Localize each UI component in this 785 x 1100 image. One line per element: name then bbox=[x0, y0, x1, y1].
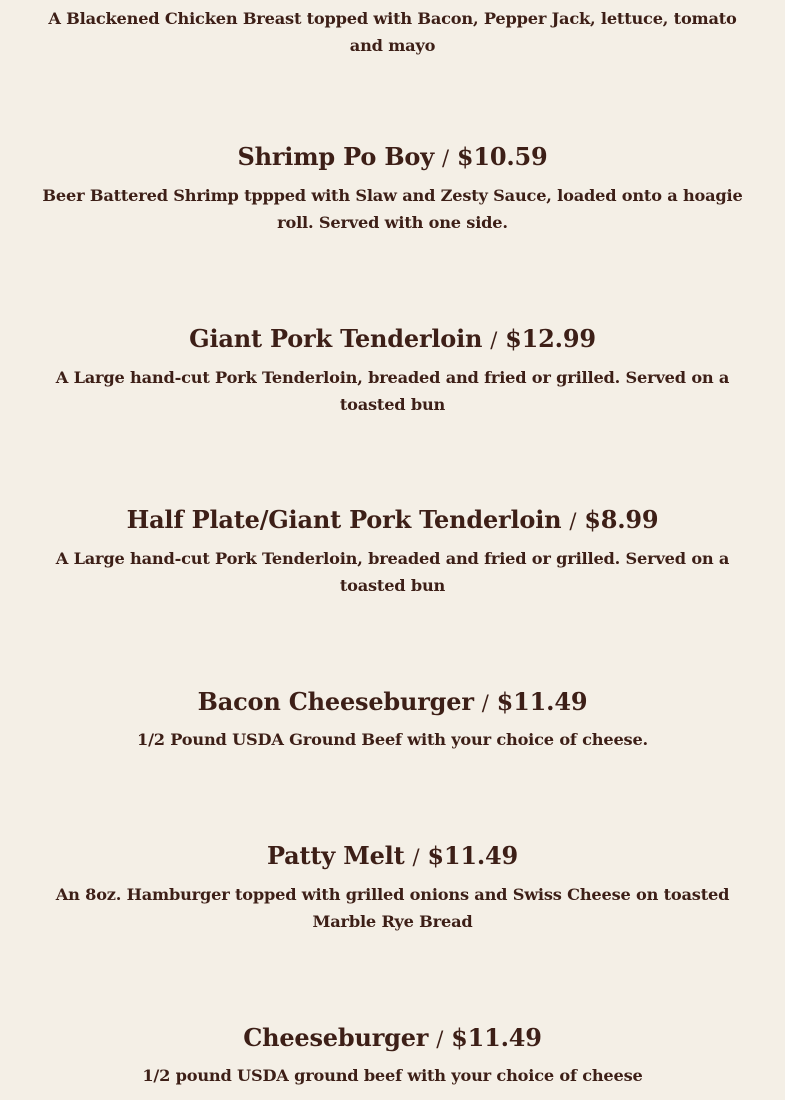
menu-item-description: Beer Battered Shrimp tppped with Slaw and Zesty Sauce, loaded onto a hoagie roll. Served with one side. bbox=[42, 186, 743, 232]
price-separator: / bbox=[569, 509, 577, 533]
menu-item-heading bbox=[0, 322, 785, 357]
menu-item-price: $11.49 bbox=[496, 687, 588, 716]
price-separator: / bbox=[441, 146, 449, 170]
price-separator: / bbox=[490, 328, 498, 352]
menu-item-price: $12.99 bbox=[505, 324, 596, 353]
menu-item-heading bbox=[0, 503, 785, 538]
menu-item-description: A Large hand-cut Pork Tenderloin, breaded and fried or grilled. Served on a toasted bun bbox=[55, 549, 730, 595]
price-separator: / bbox=[412, 845, 420, 869]
menu-item-price: $11.49 bbox=[451, 1023, 542, 1052]
menu-item-name: Patty Melt bbox=[266, 841, 405, 870]
menu-item-price: $10.59 bbox=[456, 142, 548, 171]
price-separator: / bbox=[481, 691, 489, 715]
menu-item-description: A Large hand-cut Pork Tenderloin, breaded and fried or grilled. Served on a toasted bun bbox=[55, 368, 730, 414]
menu-item-patty-melt bbox=[0, 839, 785, 935]
menu-item-name: Half Plate/Giant Pork Tenderloin bbox=[126, 505, 562, 534]
menu-item-heading bbox=[0, 685, 785, 720]
menu-item-giant-pork-tenderloin bbox=[0, 322, 785, 418]
menu-item-heading bbox=[0, 1021, 785, 1056]
menu-item-description: 1/2 pound USDA ground beef with your choice of cheese bbox=[142, 1066, 643, 1085]
menu-item-description: 1/2 Pound USDA Ground Beef with your choice of cheese. bbox=[137, 730, 648, 749]
menu-item-description: A Blackened Chicken Breast topped with Bacon, Pepper Jack, lettuce, tomato and mayo bbox=[48, 9, 737, 55]
menu-item-name: Giant Pork Tenderloin bbox=[189, 324, 483, 353]
menu-item-heading bbox=[0, 839, 785, 874]
menu-item-heading bbox=[0, 140, 785, 175]
menu-item-partial bbox=[0, 5, 785, 59]
menu-item-name: Shrimp Po Boy bbox=[237, 142, 434, 171]
menu-item-shrimp-po-boy bbox=[0, 140, 785, 236]
menu-item-bacon-cheeseburger bbox=[0, 685, 785, 753]
menu-item-half-plate-giant-pork-tenderloin bbox=[0, 503, 785, 599]
menu-item-description: An 8oz. Hamburger topped with grilled onions and Swiss Cheese on toasted Marble Rye Bread bbox=[55, 885, 730, 931]
price-separator: / bbox=[436, 1027, 444, 1051]
menu-item-cheeseburger bbox=[0, 1021, 785, 1089]
menu-item-name: Cheeseburger bbox=[243, 1023, 429, 1052]
menu-item-name: Bacon Cheeseburger bbox=[197, 687, 474, 716]
menu-item-price: $8.99 bbox=[584, 505, 659, 534]
menu-item-price: $11.49 bbox=[427, 841, 518, 870]
